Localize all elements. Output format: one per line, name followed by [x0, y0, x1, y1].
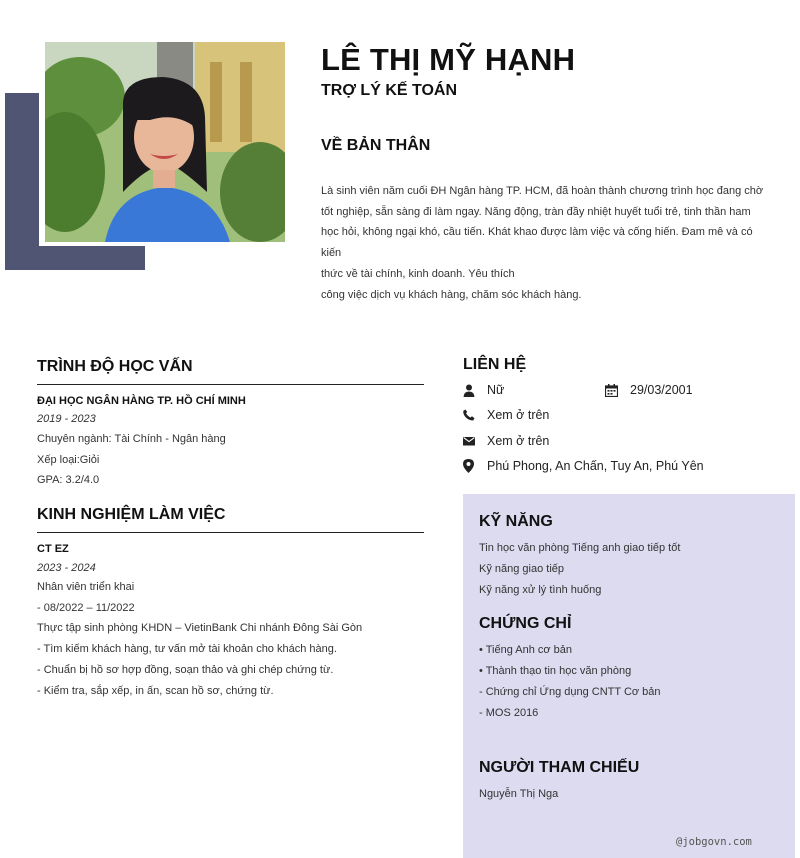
about-line: học hỏi, không ngại khó, cầu tiến. Khát khao được làm việc và cống hiến. Đam mê và có — [321, 226, 753, 239]
skill-item: Kỹ năng xử lý tình huống — [479, 584, 602, 596]
about-line: tốt nghiệp, sẵn sàng đi làm ngay. Năng động, tràn đầy nhiệt huyết tuổi trẻ, tinh thần ham — [321, 205, 751, 218]
about-line: Là sinh viên năm cuối ĐH Ngân hàng TP. HCM, đã hoàn thành chương trình học đang chờ — [321, 185, 764, 197]
contact-phone — [462, 408, 549, 422]
education-school: ĐẠI HỌC NGÂN HÀNG TP. HỒ CHÍ MINH — [37, 395, 246, 407]
experience-line: - Chuẩn bị hồ sơ hợp đồng, soạn thảo và ghi chép chứng từ. — [37, 664, 334, 676]
contact-email-value: Xem ở trên — [487, 434, 550, 448]
location-pin-icon — [462, 460, 475, 473]
contact-gender-value: Nữ — [487, 383, 505, 397]
certificates-title: CHỨNG CHỈ — [479, 615, 572, 632]
skills-title: KỸ NĂNG — [479, 513, 553, 530]
education-major: Chuyên ngành: Tài Chính - Ngân hàng — [37, 433, 226, 445]
references-title: NGƯỜI THAM CHIẾU — [479, 759, 640, 776]
certificate-item: - MOS 2016 — [479, 707, 539, 719]
education-rank: Xếp loại:Giỏi — [37, 454, 100, 466]
envelope-icon — [462, 435, 475, 448]
experience-period: 2023 - 2024 — [37, 562, 96, 574]
person-icon — [462, 384, 475, 397]
profile-photo — [45, 42, 285, 242]
contact-address-value: Phú Phong, An Chấn, Tuy An, Phú Yên — [487, 459, 704, 473]
candidate-role: TRỢ LÝ KẾ TOÁN — [321, 82, 458, 99]
contact-email — [462, 434, 549, 448]
certificate-item: • Tiếng Anh cơ bản — [479, 644, 573, 656]
certificate-item: - Chứng chỉ Ứng dụng CNTT Cơ bản — [479, 686, 661, 698]
experience-line: Nhân viên triển khai — [37, 581, 135, 593]
experience-line: - Kiểm tra, sắp xếp, in ấn, scan hồ sơ, chứng từ. — [37, 685, 274, 697]
decor-block-vertical — [5, 93, 39, 270]
experience-title: KINH NGHIỆM LÀM VIỆC — [37, 506, 226, 523]
decor-block-horizontal — [5, 246, 145, 270]
education-gpa: GPA: 3.2/4.0 — [37, 474, 100, 486]
certificate-item: • Thành thạo tin học văn phòng — [479, 665, 632, 677]
phone-icon — [462, 409, 475, 422]
calendar-icon — [605, 384, 618, 397]
education-period: 2019 - 2023 — [37, 413, 96, 425]
contact-gender — [462, 383, 504, 397]
about-line: công việc dịch vụ khách hàng, chăm sóc khách hàng. — [321, 288, 582, 301]
contact-dob — [605, 383, 693, 397]
contact-address — [462, 459, 704, 473]
experience-divider — [37, 532, 424, 533]
experience-line: - Tìm kiếm khách hàng, tư vấn mở tài khoản cho khách hàng. — [37, 643, 337, 655]
about-title: VỀ BẢN THÂN — [321, 137, 431, 154]
contact-dob-value: 29/03/2001 — [630, 383, 693, 397]
reference-name: Nguyễn Thị Nga — [479, 788, 559, 800]
skill-item: Kỹ năng giao tiếp — [479, 563, 565, 575]
education-title: TRÌNH ĐỘ HỌC VẤN — [37, 358, 193, 375]
experience-company: CT EZ — [37, 543, 69, 555]
education-divider — [37, 384, 424, 385]
about-line: thức về tài chính, kinh doanh. Yêu thích — [321, 267, 515, 280]
candidate-name: LÊ THỊ MỸ HẠNH — [321, 42, 576, 77]
experience-line: - 08/2022 – 11/2022 — [37, 602, 135, 614]
contact-phone-value: Xem ở trên — [487, 408, 550, 422]
experience-line: Thực tập sinh phòng KHDN – VietinBank Chi nhánh Đông Sài Gòn — [37, 622, 363, 634]
skill-item: Tin học văn phòng Tiếng anh giao tiếp tốt — [479, 542, 681, 554]
about-text — [321, 181, 766, 305]
contact-title: LIÊN HỆ — [463, 356, 527, 373]
about-line: kiến — [321, 247, 342, 260]
watermark: @jobgovn.com — [676, 836, 752, 848]
